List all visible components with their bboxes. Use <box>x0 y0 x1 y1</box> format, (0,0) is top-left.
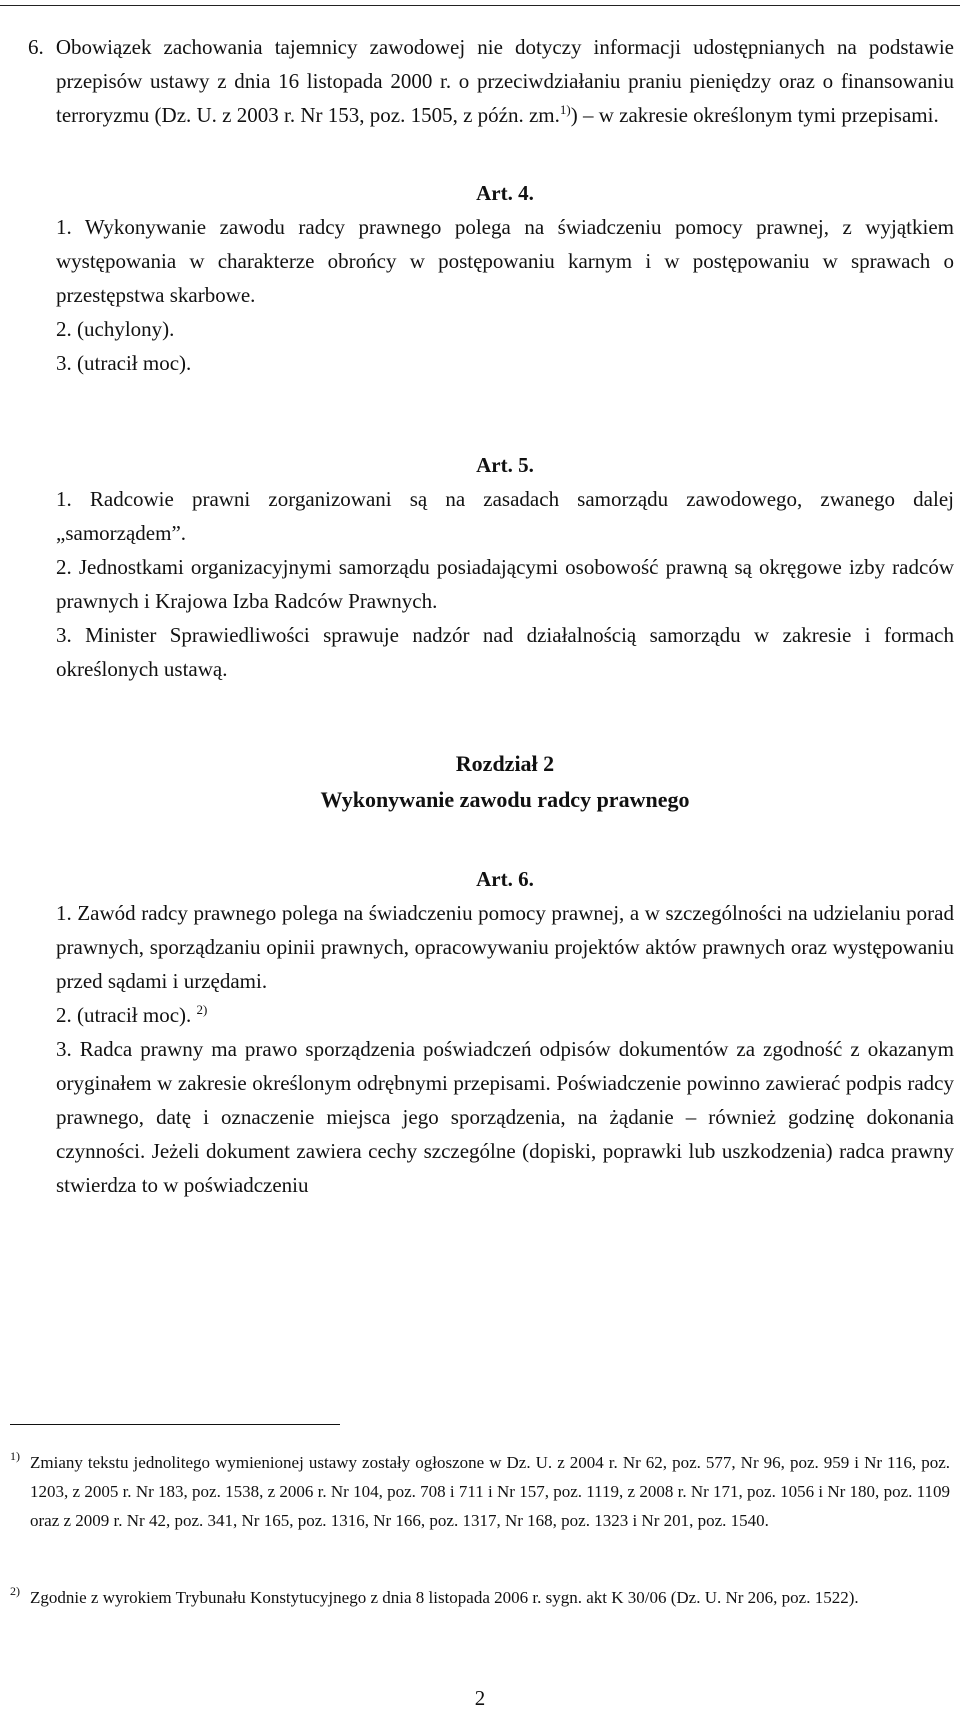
art5-paragraph-2: 2. Jednostkami organizacyjnymi samorządu posiadającymi osobowość prawną są okręgowe izby radców prawnych i Krajowa Izba Radców Prawnych. <box>56 555 954 613</box>
footnote-ref-1: 1) <box>559 102 571 117</box>
top-rule <box>0 5 960 6</box>
art3-paragraph-6 <box>28 30 954 132</box>
article-heading-5: Art. 5. <box>476 453 534 477</box>
footnote-separator <box>10 1424 340 1425</box>
art6-paragraph-3: 3. Radca prawny ma prawo sporządzenia poświadczeń odpisów dokumentów za zgodność z okazanym oryginałem w zakresie określonym odrębnymi przepisami. Poświadczenie powinno zawierać podpis radcy prawnego, datę i oznaczenie miejsca jego sporządzenia, na żądanie – również godzinę dokonania czynności. Jeżeli dokument zawiera cechy szczególne (dopiski, poprawki lub uszkodzenia) radca prawny stwierdza to w poświadczeniu <box>56 1037 954 1197</box>
page-number: 2 <box>474 1686 486 1710</box>
article-heading-4: Art. 4. <box>476 181 534 205</box>
article-heading-6: Art. 6. <box>476 867 534 891</box>
footnote-mark: 1) <box>10 1449 20 1463</box>
art4-paragraph-2: 2. (uchylony). <box>56 317 175 341</box>
footnote-1 <box>10 1448 950 1535</box>
art4-paragraph-1: 1. Wykonywanie zawodu radcy prawnego polega na świadczeniu pomocy prawnej, z wyjątkiem występowania w charakterze obrońcy w postępowaniu karnym i w postępowaniu w sprawach o przestępstwa skarbowe. <box>56 215 954 307</box>
paragraph-text: Obowiązek zachowania tajemnicy zawodowej nie dotyczy informacji udostępnianych na podstawie przepisów ustawy z dnia 16 listopada 2000 r. o przeciwdziałaniu praniu pieniędzy oraz o finansowaniu terroryzmu (Dz. U. z 2003 r. Nr 153, poz. 1505, z późn. zm. <box>55 35 955 127</box>
document-page <box>28 30 954 1202</box>
chapter-label: Rozdział 2 <box>455 751 555 776</box>
art4-paragraph-3: 3. (utracił moc). <box>56 351 192 375</box>
paragraph-number: 6. <box>28 35 44 59</box>
footnote-mark: 2) <box>10 1584 20 1598</box>
chapter-title: Wykonywanie zawodu radcy prawnego <box>320 787 690 812</box>
art6-paragraph-1: 1. Zawód radcy prawnego polega na świadczeniu pomocy prawnej, a w szczególności na udzielaniu porad prawnych, sporządzaniu opinii prawnych, opracowywaniu projektów aktów prawnych oraz występowaniu przed sądami i urzędami. <box>56 901 954 993</box>
footnote-text: Zgodnie z wyrokiem Trybunału Konstytucyjnego z dnia 8 listopada 2006 r. sygn. akt K 30/06 (Dz. U. Nr 206, poz. 1522). <box>30 1588 859 1607</box>
paragraph-text: 2. (utracił moc). <box>56 1003 192 1027</box>
art5-paragraph-1: 1. Radcowie prawni zorganizowani są na zasadach samorządu zawodowego, zwanego dalej „samorządem”. <box>56 487 954 545</box>
footnote-2 <box>10 1583 950 1612</box>
art6-paragraph-2 <box>28 998 954 1032</box>
footnote-text: Zmiany tekstu jednolitego wymienionej ustawy zostały ogłoszone w Dz. U. z 2004 r. Nr 62, poz. 577, Nr 96, poz. 959 i Nr 116, poz. 1203, z 2005 r. Nr 183, poz. 1538, z 2006 r. Nr 104, poz. 708 i 711 i Nr 157, poz. 1119, z 2008 r. Nr 171, poz. 1056 i Nr 180, poz. 1109 oraz z 2009 r. Nr 42, poz. 341, Nr 165, poz. 1316, Nr 166, poz. 1317, Nr 168, poz. 1323 i Nr 201, poz. 1540. <box>30 1453 950 1530</box>
footnote-ref-2: 2) <box>196 1002 208 1017</box>
paragraph-text-end: ) – w zakresie określonym tymi przepisami. <box>570 103 939 127</box>
art5-paragraph-3: 3. Minister Sprawiedliwości sprawuje nadzór nad działalnością samorządu w zakresie i formach określonych ustawą. <box>56 623 954 681</box>
